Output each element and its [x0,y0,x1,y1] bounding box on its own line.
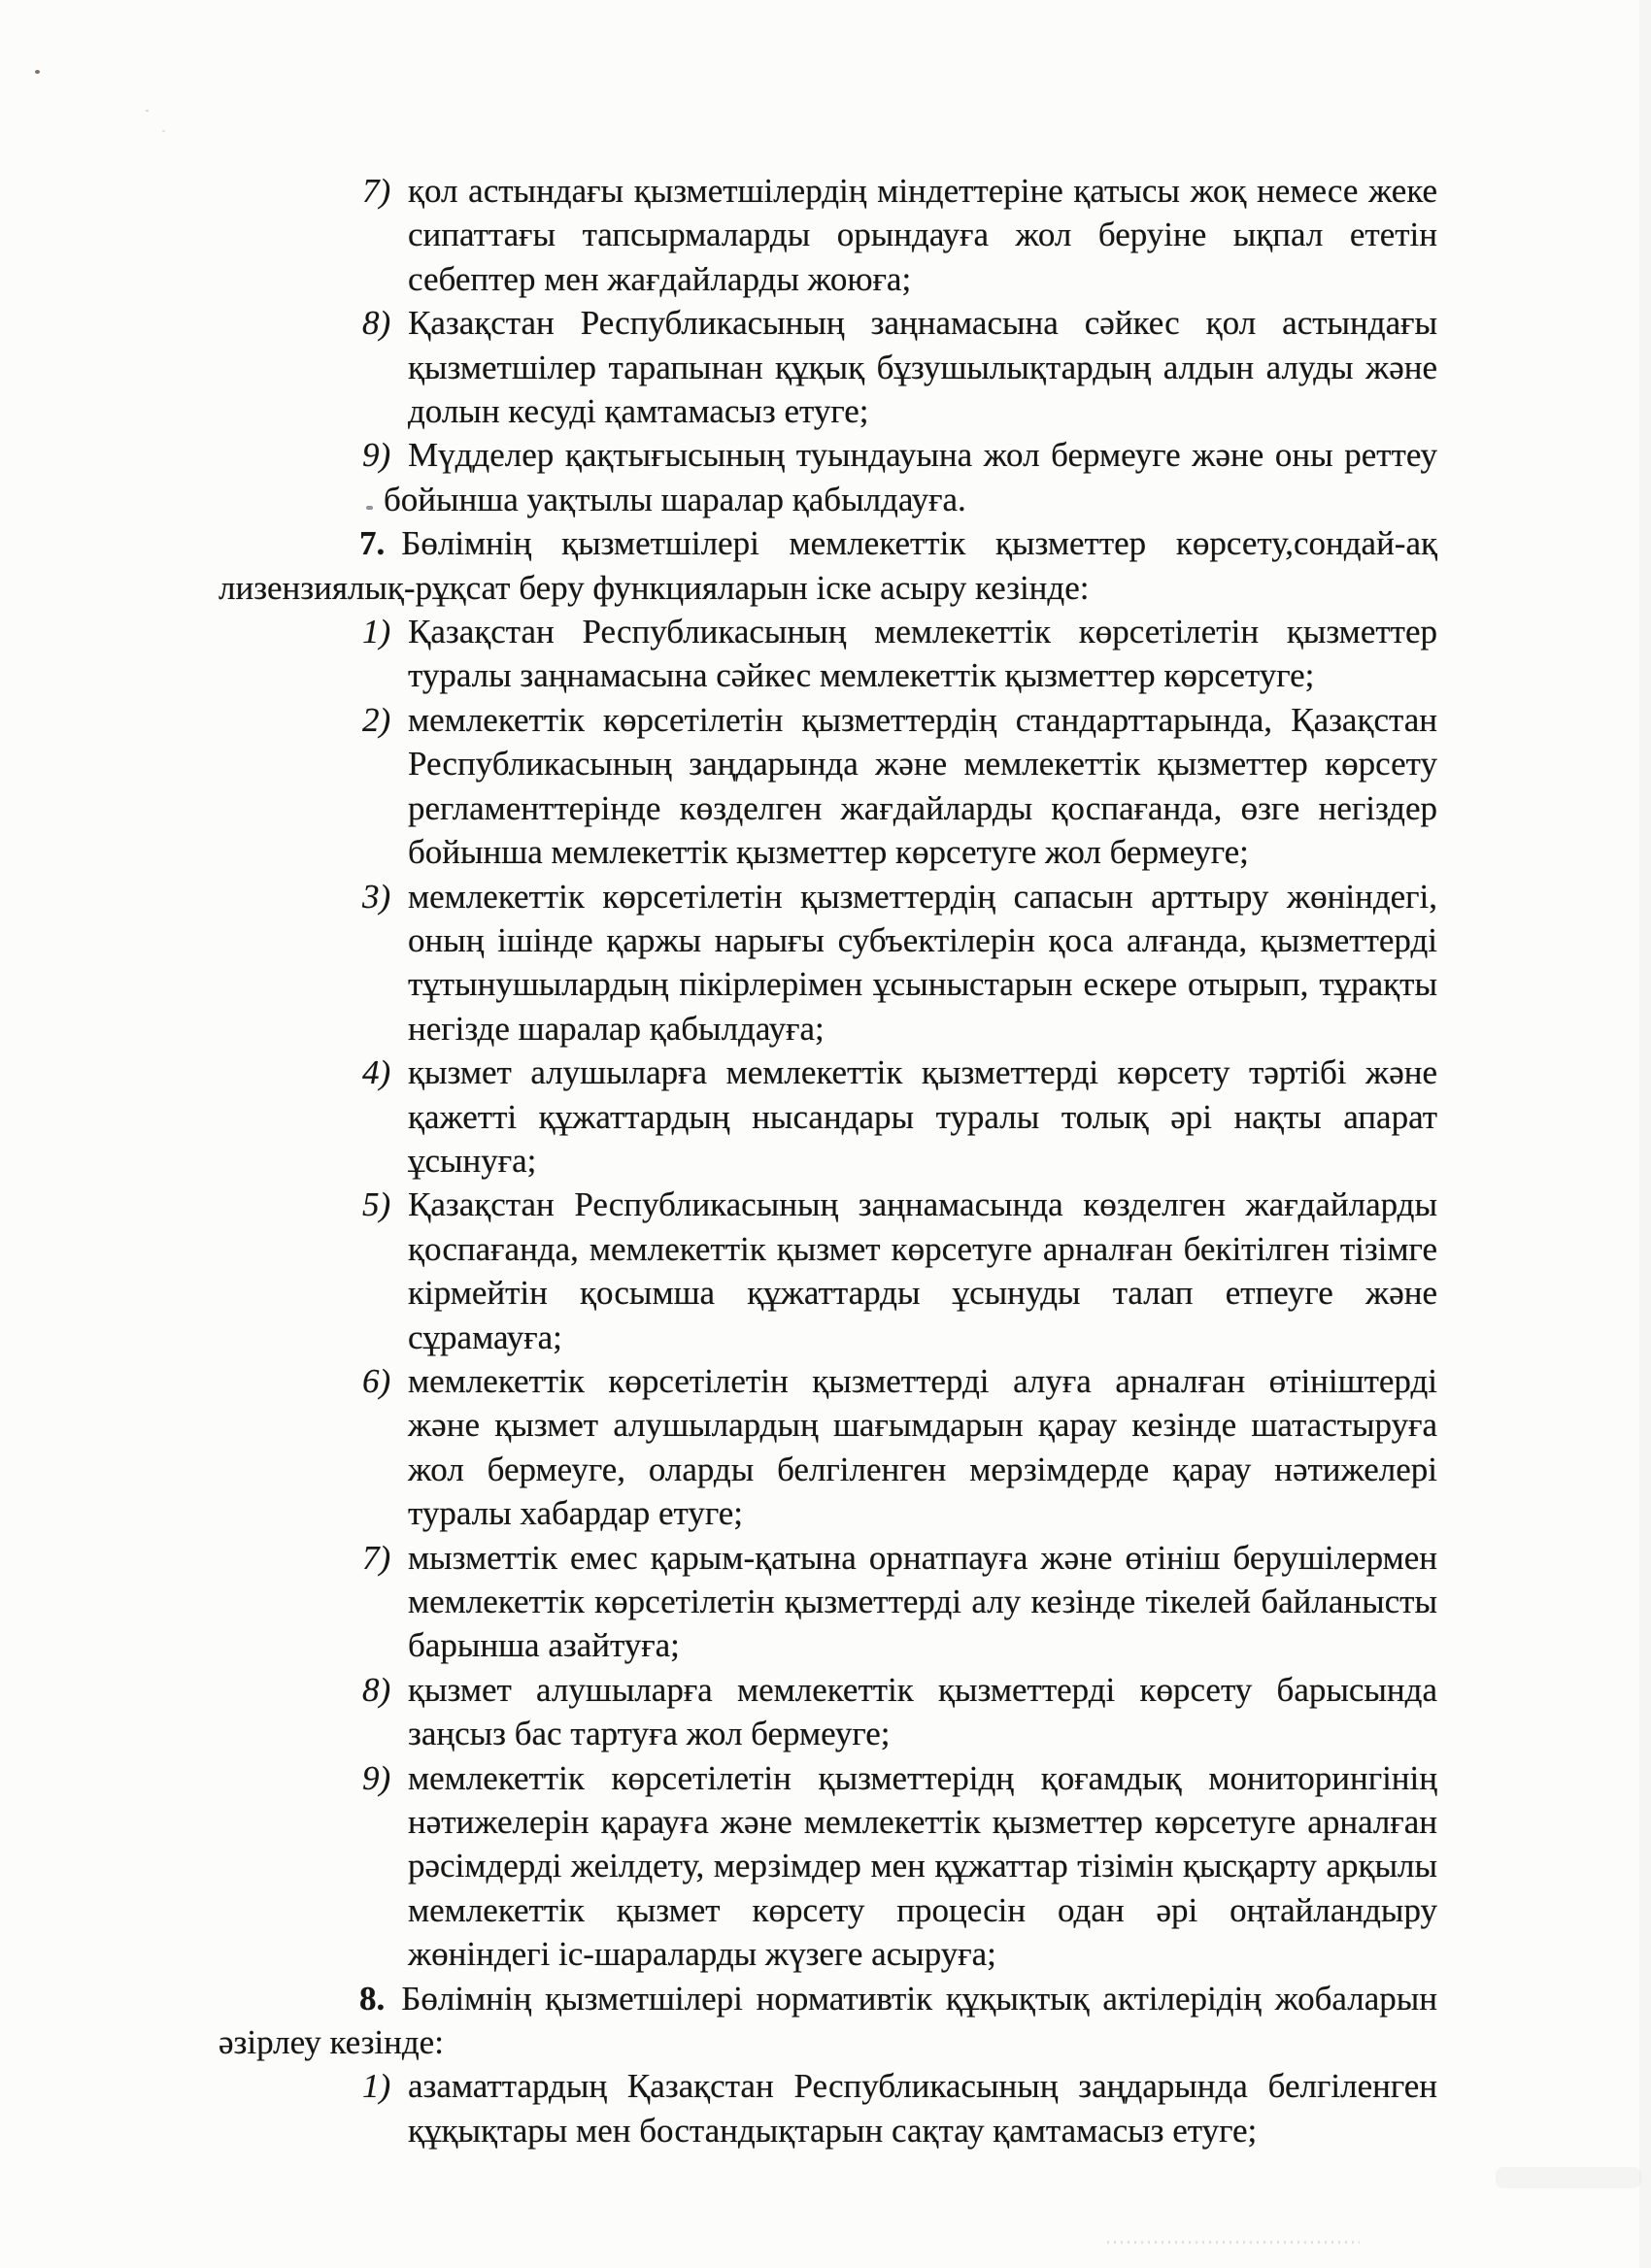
item-text: қызмет алушыларға мемлекеттік қызметтерді көрсету тәртібі және қажетті құжаттардың нысандары туралы толық әрі нақты апарат ұсынуға; [408,1053,1437,1180]
list-item [362,1051,1437,1183]
section-number: 7. [359,524,386,563]
scan-speck [146,110,149,112]
scan-smudge [1496,2167,1641,2188]
list-item [362,610,1437,698]
section-text: Бөлімнің қызметшілері нормативтік құқықтық актілерідің жобаларын әзірлеу кезінде: [219,1979,1437,2062]
section-text: Бөлімнің қызметшілері мемлекеттік қызметтер көрсету,сондай-ақ лизензиялық-рұқсат беру функцияларын іске асыру кезінде: [219,524,1437,607]
item-number: 9) [362,436,391,475]
list-item [362,1756,1437,1977]
list-item [362,301,1437,433]
item-text: Қазақстан Республикасының заңнамасында көзделген жағдайларды қоспағанда, мемлекеттік қызмет көрсетуге арналған бекітілген тізімге кірмейтін қосымша құжаттарды ұсынуды талап етпеуге және сұрамауға; [408,1185,1437,1356]
list-item [362,1536,1437,1668]
list-item [362,698,1437,875]
section-7-heading [219,521,1437,610]
item-number: 9) [362,1758,391,1797]
scan-speck [35,70,40,74]
section-number: 8. [359,1979,386,2018]
item-text: қол астындағы қызметшілердің міндеттеріне қатысы жоқ немесе жеке сипаттағы тапсырмаларды орындауға жол беруіне ықпал ететін себептер мен жағдайларды жоюға; [408,172,1437,298]
item-text: Мүдделер қақтығысының туындауына жол бермеуге және оны реттеу бойынша уақтылы шаралар қабылдауға. [384,436,1437,518]
item-number: 2) [362,700,391,739]
section-8-heading [219,1977,1437,2065]
item-text: Қазақстан Республикасының заңнамасына сәйкес қол астындағы қызметшілер тарапынан құқық бұзушылықтардың алдын алуды және долын кесуді қамтамасыз етуге; [408,304,1437,431]
list-item [362,1359,1437,1536]
scan-noise-line [1107,2241,1360,2244]
scanner-edge-shadow [1639,0,1651,2268]
item-text: мемлекеттік көрсетілетін қызметтерідң қоғамдық мониторингінің нәтижелерін қарауға және мемлекеттік қызметтер көрсетуге арналған рәсімдерді жеілдету, мерзімдер мен құжаттар тізімін қысқарту арқылы мемлекеттік қызмет көрсету процесін одан әрі оңтайландыру жөніндегі іс-шараларды жүзеге асыруға; [408,1758,1437,1974]
list-item [362,1668,1437,1756]
item-number: 7) [362,1538,391,1577]
item-number: 8) [362,1670,391,1709]
item-number: 3) [362,877,391,916]
item-text: мемлекеттік көрсетілетін қызметтердің сапасын арттыру жөніндегі, оның ішінде қаржы нарығы субъектілерін қоса алғанда, қызметтерді тұтынушылардың пікірлерімен ұсыныстарын ескере отырып, тұрақты негізде шаралар қабылдауға; [408,877,1437,1048]
item-number: 7) [362,172,391,210]
list-item [362,2064,1437,2152]
item-text: азаматтардың Қазақстан Республикасының заңдарында белгіленген құқықтары мен бостандықтарын сақтау қамтамасыз етуге; [408,2067,1437,2150]
list-item [362,875,1437,1051]
list-item [362,1183,1437,1359]
document-text-block [219,169,1437,2152]
item-text: мемлекеттік көрсетілетін қызметтерді алуға арналған өтініштерді және қызмет алушылардың шағымдарын қарау кезінде шатастыруға жол бермеуге, оларды белгіленген мерзімдерде қарау нәтижелері туралы хабардар етуге; [408,1361,1437,1533]
item-number: 4) [362,1053,391,1092]
item-number: 1) [362,2067,391,2106]
item-number: 1) [362,613,391,651]
item-text: мемлекеттік көрсетілетін қызметтердің стандарттарында, Қазақстан Республикасының заңдарында және мемлекеттік қызметтер көрсету регламенттерінде көзделген жағдайларды қоспағанда, өзге негіздер бойынша мемлекеттік қызметтер көрсетуге жол бермеуге; [408,700,1437,872]
list-item [362,433,1437,521]
list-item [362,169,1437,301]
scan-speck [366,506,373,510]
scan-speck [162,130,165,132]
item-text: қызмет алушыларға мемлекеттік қызметтерді көрсету барысында заңсыз бас тартуға жол бермеуге; [408,1670,1437,1753]
item-number: 8) [362,304,391,343]
item-text: Қазақстан Республикасының мемлекеттік көрсетілетін қызметтер туралы заңнамасына сәйкес мемлекеттік қызметтер көрсетуге; [408,613,1437,695]
item-number: 6) [362,1361,391,1400]
item-text: мызметтік емес қарым-қатына орнатпауға және өтініш берушілермен мемлекеттік көрсетілетін қызметтерді алу кезінде тікелей байланысты барынша азайтуға; [408,1538,1437,1665]
item-number: 5) [362,1185,391,1224]
